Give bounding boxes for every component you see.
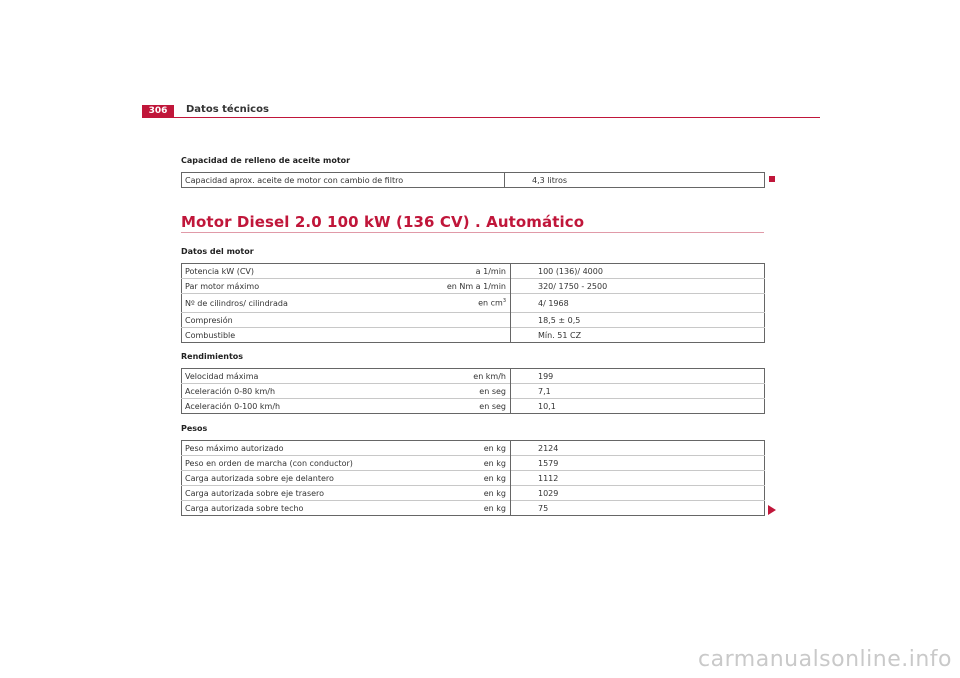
- table-row: [182, 264, 765, 279]
- performance-heading: Rendimientos: [181, 352, 244, 361]
- row-value: 1112: [511, 471, 765, 486]
- table-row: [182, 313, 765, 328]
- row-unit: [418, 328, 511, 343]
- row-value: 18,5 ± 0,5: [511, 313, 765, 328]
- title-rule: [181, 232, 764, 233]
- row-label: Peso en orden de marcha (con conductor): [182, 456, 419, 471]
- table-row: [182, 486, 765, 501]
- watermark: carmanualsonline.info: [698, 647, 952, 672]
- table-row: [182, 173, 765, 188]
- row-unit: en kg: [418, 441, 511, 456]
- unit-superscript: 3: [502, 298, 506, 305]
- row-value: 199: [538, 371, 554, 381]
- row-value: 320/ 1750 - 2500: [511, 279, 765, 294]
- row-value: 100 (136)/ 4000: [538, 266, 603, 276]
- row-unit: [418, 294, 511, 313]
- row-value: 1579: [511, 456, 765, 471]
- oil-table: [181, 172, 765, 188]
- table-row: [182, 471, 765, 486]
- engine-table: [181, 263, 765, 343]
- section-title: Motor Diesel 2.0 100 kW (136 CV) . Automático: [181, 213, 585, 231]
- row-label: Aceleración 0-80 km/h: [182, 384, 419, 399]
- header-title: Datos técnicos: [186, 104, 269, 115]
- weights-heading: Pesos: [181, 424, 208, 433]
- row-label: Nº de cilindros/ cilindrada: [182, 294, 419, 313]
- engine-heading: Datos del motor: [181, 247, 254, 256]
- row-unit: [418, 313, 511, 328]
- row-label: Velocidad máxima: [185, 371, 259, 381]
- table-row: [182, 399, 765, 414]
- table-row: [182, 501, 765, 516]
- performance-table: [181, 368, 765, 414]
- row-label: Combustible: [182, 328, 419, 343]
- row-value: 7,1: [511, 384, 765, 399]
- oil-value: 4,3 litros: [532, 175, 568, 185]
- row-value: 2124: [538, 443, 559, 453]
- section-end-mark: [769, 176, 775, 182]
- row-label: Carga autorizada sobre eje delantero: [182, 471, 419, 486]
- row-label: Potencia kW (CV): [185, 266, 255, 276]
- weights-table: [181, 440, 765, 516]
- page-number: 306: [142, 105, 174, 118]
- row-unit: a 1/min: [418, 264, 511, 279]
- row-unit: en kg: [418, 486, 511, 501]
- row-label: Carga autorizada sobre techo: [182, 501, 419, 516]
- row-label: Carga autorizada sobre eje trasero: [182, 486, 419, 501]
- header-rule: [142, 117, 820, 118]
- table-row: [182, 279, 765, 294]
- table-row: [182, 384, 765, 399]
- row-value: 10,1: [511, 399, 765, 414]
- row-label: Compresión: [182, 313, 419, 328]
- row-label: Par motor máximo: [182, 279, 419, 294]
- row-unit: en Nm a 1/min: [418, 279, 511, 294]
- unit-text: en cm: [478, 298, 503, 308]
- row-value: Mín. 51 CZ: [511, 328, 765, 343]
- row-unit: en seg: [418, 399, 511, 414]
- row-value: 75: [511, 501, 765, 516]
- continue-arrow-icon: [768, 505, 776, 515]
- table-row: [182, 294, 765, 313]
- row-value: 1029: [511, 486, 765, 501]
- row-unit: en kg: [418, 456, 511, 471]
- row-unit: en kg: [418, 501, 511, 516]
- row-value: 4/ 1968: [511, 294, 765, 313]
- table-row: [182, 369, 765, 384]
- oil-heading: Capacidad de relleno de aceite motor: [181, 156, 351, 165]
- row-unit: en km/h: [418, 369, 511, 384]
- oil-label: Capacidad aprox. aceite de motor con cambio de filtro: [182, 173, 505, 188]
- row-label: Peso máximo autorizado: [185, 443, 284, 453]
- row-unit: en seg: [418, 384, 511, 399]
- table-row: [182, 328, 765, 343]
- row-unit: en kg: [418, 471, 511, 486]
- table-row: [182, 456, 765, 471]
- row-label: Aceleración 0-100 km/h: [182, 399, 419, 414]
- table-row: [182, 441, 765, 456]
